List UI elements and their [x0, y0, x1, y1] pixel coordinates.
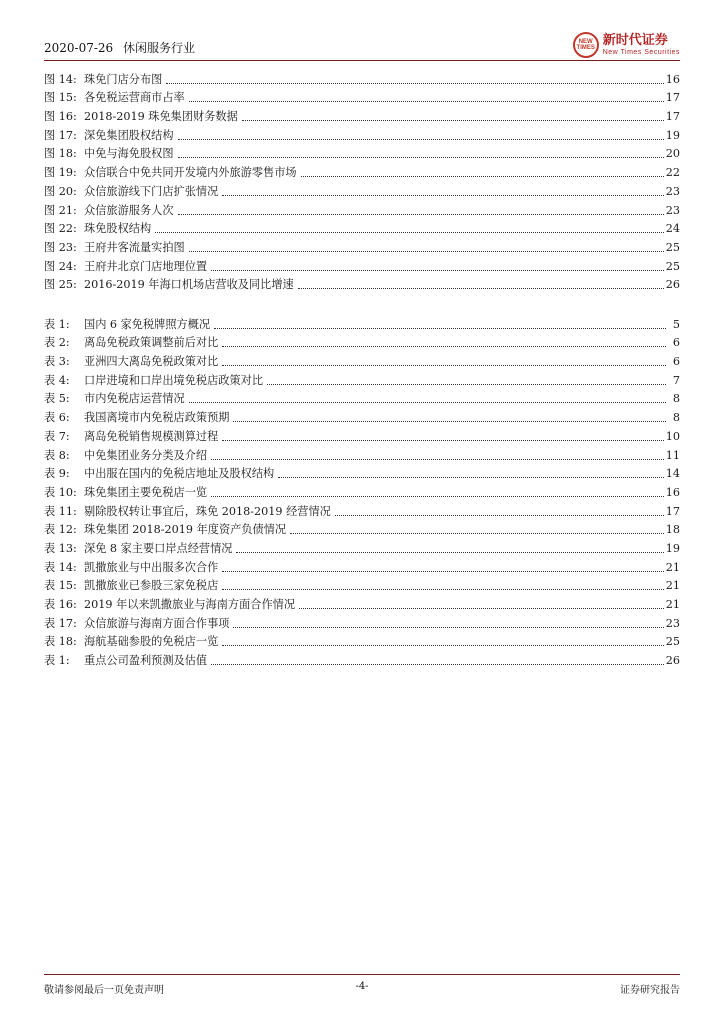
- entry-title: 口岸进境和口岸出境免税店政策对比: [84, 373, 264, 387]
- entry-page-number: 19: [665, 541, 680, 555]
- table-index-entry[interactable]: [44, 575, 680, 594]
- dot-leader: [242, 119, 664, 121]
- table-index-list: [44, 313, 680, 668]
- entry-page-number: 19: [665, 128, 680, 142]
- entry-title: 珠免门店分布图: [84, 72, 163, 86]
- dot-leader: [222, 439, 663, 441]
- entry-title: 剔除股权转让事宜后，珠免 2018-2019 经营情况: [84, 504, 331, 518]
- entry-title: 王府井北京门店地理位置: [84, 259, 208, 273]
- entry-title: 众信旅游服务人次: [84, 203, 174, 217]
- dot-leader: [178, 156, 664, 158]
- figure-index-entry[interactable]: [44, 161, 680, 180]
- entry-title: 中免与海免股权图: [84, 147, 174, 161]
- entry-page-number: 16: [665, 72, 680, 86]
- entry-title: 众信旅游与海南方面合作事项: [84, 616, 230, 630]
- entry-title: 离岛免税政策调整前后对比: [84, 336, 219, 350]
- entry-number: 表 8:: [44, 448, 70, 462]
- dot-leader: [236, 551, 663, 553]
- table-index-entry[interactable]: [44, 593, 680, 612]
- figure-index-entry[interactable]: [44, 236, 680, 255]
- dot-leader: [189, 401, 666, 403]
- entry-title: 亚洲四大离岛免税政策对比: [84, 355, 219, 369]
- entry-number: 表 1:: [44, 654, 70, 668]
- header-info: [44, 39, 201, 56]
- entry-number: 表 10:: [44, 485, 77, 499]
- table-index-entry[interactable]: [44, 388, 680, 407]
- table-index-entry[interactable]: [44, 612, 680, 631]
- dot-leader: [155, 231, 664, 233]
- entry-page-number: 21: [665, 598, 680, 611]
- figure-index-list: [44, 68, 680, 292]
- dot-leader: [189, 250, 664, 252]
- entry-number: 表 14:: [44, 560, 77, 574]
- figure-index-entry[interactable]: [44, 180, 680, 199]
- entry-title: 珠免集团 2018-2019 年度资产负债情况: [84, 523, 287, 537]
- entry-number: 图 14:: [44, 72, 77, 86]
- entry-page-number: 20: [665, 147, 680, 161]
- industry-name: 休闲服务行业: [123, 41, 196, 55]
- table-index-entry[interactable]: [44, 481, 680, 500]
- entry-title: 市内免税店运营情况: [84, 392, 185, 406]
- company-logo: [573, 30, 680, 60]
- entry-title: 2016-2019 年海口机场店营收及同比增速: [84, 278, 294, 292]
- entry-title: 国内 6 家免税牌照方概况: [84, 317, 211, 331]
- entry-number: 表 12:: [44, 523, 77, 537]
- entry-title: 2019 年以来凯撒旅业与海南方面合作情况: [84, 598, 296, 611]
- entry-title: 深免 8 家主要口岸点经营情况: [84, 541, 233, 555]
- entry-page-number: 18: [665, 523, 680, 537]
- entry-page-number: 10: [665, 429, 680, 443]
- dot-leader: [222, 194, 663, 196]
- figure-index-entry[interactable]: [44, 274, 680, 293]
- entry-title: 王府井客流量实拍图: [84, 240, 185, 254]
- table-index-entry[interactable]: [44, 313, 680, 332]
- table-index-entry[interactable]: [44, 556, 680, 575]
- dot-leader: [290, 532, 664, 534]
- entry-number: 表 1:: [44, 317, 70, 331]
- entry-page-number: 17: [665, 504, 680, 518]
- table-index-entry[interactable]: [44, 350, 680, 369]
- entry-page-number: 23: [665, 184, 680, 198]
- entry-number: 图 19:: [44, 166, 77, 180]
- entry-number: 表 3:: [44, 355, 70, 369]
- entry-page-number: 5: [672, 317, 680, 331]
- entry-title: 众信联合中免共同开发境内外旅游零售市场: [84, 166, 297, 180]
- entry-page-number: 11: [665, 448, 680, 462]
- entry-title: 珠免股权结构: [84, 222, 152, 236]
- entry-page-number: 23: [665, 203, 680, 217]
- entry-number: 表 13:: [44, 541, 77, 555]
- entry-title: 重点公司盈利预测及估值: [84, 654, 208, 668]
- entry-title: 众信旅游线下门店扩张情况: [84, 184, 219, 198]
- dot-leader: [267, 383, 666, 385]
- figure-index-entry[interactable]: [44, 143, 680, 162]
- dot-leader: [211, 663, 664, 665]
- entry-number: 图 21:: [44, 203, 77, 217]
- table-index-entry[interactable]: [44, 369, 680, 388]
- entry-page-number: 14: [665, 467, 680, 481]
- entry-page-number: 21: [665, 560, 680, 574]
- entry-number: 图 24:: [44, 259, 77, 273]
- table-index-entry[interactable]: [44, 649, 680, 668]
- dot-leader: [222, 345, 666, 347]
- entry-page-number: 6: [672, 355, 680, 369]
- entry-title: 2018-2019 珠免集团财务数据: [84, 110, 238, 124]
- entry-page-number: 25: [665, 259, 680, 273]
- dot-leader: [178, 138, 664, 140]
- entry-page-number: 26: [665, 278, 680, 292]
- entry-number: 表 2:: [44, 336, 70, 350]
- figure-index-entry[interactable]: [44, 255, 680, 274]
- dot-leader: [278, 476, 664, 478]
- table-index-entry[interactable]: [44, 406, 680, 425]
- dot-leader: [211, 269, 664, 271]
- entry-title: 各免税运营商市占率: [84, 91, 185, 105]
- dot-leader: [178, 213, 664, 215]
- figure-index-entry[interactable]: [44, 105, 680, 124]
- entry-number: 表 5:: [44, 392, 70, 406]
- entry-page-number: 17: [665, 91, 680, 105]
- logo-chinese-name: 新时代证券: [602, 33, 668, 48]
- entry-title: 我国离境市内免税店政策预期: [84, 411, 230, 425]
- table-index-entry[interactable]: [44, 463, 680, 482]
- entry-title: 离岛免税销售规模测算过程: [84, 429, 219, 443]
- entry-number: 表 18:: [44, 635, 77, 649]
- dot-leader: [211, 495, 664, 497]
- entry-page-number: 23: [665, 616, 680, 630]
- dot-leader: [301, 175, 664, 177]
- dot-leader: [214, 327, 666, 329]
- table-index-entry[interactable]: [44, 519, 680, 538]
- entry-number: 图 16:: [44, 110, 77, 124]
- entry-number: 表 7:: [44, 429, 70, 443]
- figure-index-entry[interactable]: [44, 87, 680, 106]
- entry-page-number: 26: [665, 654, 680, 668]
- dot-leader: [298, 287, 664, 289]
- dot-leader: [299, 607, 664, 609]
- entry-number: 表 9:: [44, 467, 70, 481]
- entry-title: 凯撒旅业与中出服多次合作: [84, 560, 219, 574]
- entry-page-number: 25: [665, 240, 680, 254]
- entry-number: 图 17:: [44, 128, 77, 142]
- entry-page-number: 7: [672, 373, 680, 387]
- figure-index-entry[interactable]: [44, 218, 680, 237]
- figure-index-entry[interactable]: [44, 68, 680, 87]
- entry-page-number: 22: [665, 166, 680, 180]
- entry-number: 表 15:: [44, 579, 77, 593]
- entry-page-number: 16: [665, 485, 680, 499]
- table-index-entry[interactable]: [44, 425, 680, 444]
- dot-leader: [233, 420, 666, 422]
- entry-title: 中免集团业务分类及介绍: [84, 448, 208, 462]
- entry-number: 表 17:: [44, 616, 77, 630]
- page-number: -4-: [355, 981, 369, 992]
- table-index-entry[interactable]: [44, 332, 680, 351]
- entry-number: 图 25:: [44, 278, 77, 292]
- dot-leader: [211, 458, 664, 460]
- entry-number: 图 15:: [44, 91, 77, 105]
- report-date: 2020-07-26: [44, 41, 114, 55]
- table-index-entry[interactable]: [44, 631, 680, 650]
- table-index-entry[interactable]: [44, 444, 680, 463]
- entry-title: 珠免集团主要免税店一览: [84, 485, 208, 499]
- entry-page-number: 8: [672, 411, 680, 425]
- entry-number: 图 22:: [44, 222, 77, 236]
- table-index-entry[interactable]: [44, 537, 680, 556]
- dot-leader: [222, 588, 663, 590]
- entry-page-number: 25: [665, 635, 680, 649]
- entry-page-number: 17: [665, 110, 680, 124]
- entry-number: 图 23:: [44, 240, 77, 254]
- entry-title: 深免集团股权结构: [84, 128, 174, 142]
- entry-page-number: 24: [665, 222, 680, 236]
- dot-leader: [222, 570, 663, 572]
- new-times-logo-icon: NEW TIMES: [573, 32, 599, 58]
- logo-english-name: New Times Securities: [602, 49, 680, 56]
- table-index-entry[interactable]: [44, 500, 680, 519]
- entry-title: 海航基础参股的免税店一览: [84, 635, 219, 649]
- entry-page-number: 21: [665, 579, 680, 593]
- entry-title: 中出服在国内的免税店地址及股权结构: [84, 467, 275, 481]
- entry-page-number: 6: [672, 336, 680, 350]
- dot-leader: [222, 364, 666, 366]
- entry-number: 图 18:: [44, 147, 77, 161]
- figure-index-entry[interactable]: [44, 124, 680, 143]
- entry-number: 图 20:: [44, 184, 77, 198]
- report-type: 证券研究报告: [620, 985, 680, 996]
- disclaimer-note: 敬请参阅最后一页免责声明: [44, 985, 164, 996]
- entry-page-number: 8: [672, 392, 680, 406]
- entry-number: 表 4:: [44, 373, 70, 387]
- entry-number: 表 16:: [44, 598, 77, 611]
- entry-number: 表 11:: [44, 504, 77, 518]
- page-footer: [44, 974, 680, 997]
- dot-leader: [222, 644, 663, 646]
- dot-leader: [233, 626, 663, 628]
- page-header: [44, 30, 680, 61]
- dot-leader: [189, 100, 664, 102]
- dot-leader: [335, 514, 664, 516]
- entry-number: 表 6:: [44, 411, 70, 425]
- entry-title: 凯撒旅业已参股三家免税店: [84, 579, 219, 593]
- figure-index-entry[interactable]: [44, 199, 680, 218]
- dot-leader: [166, 82, 663, 84]
